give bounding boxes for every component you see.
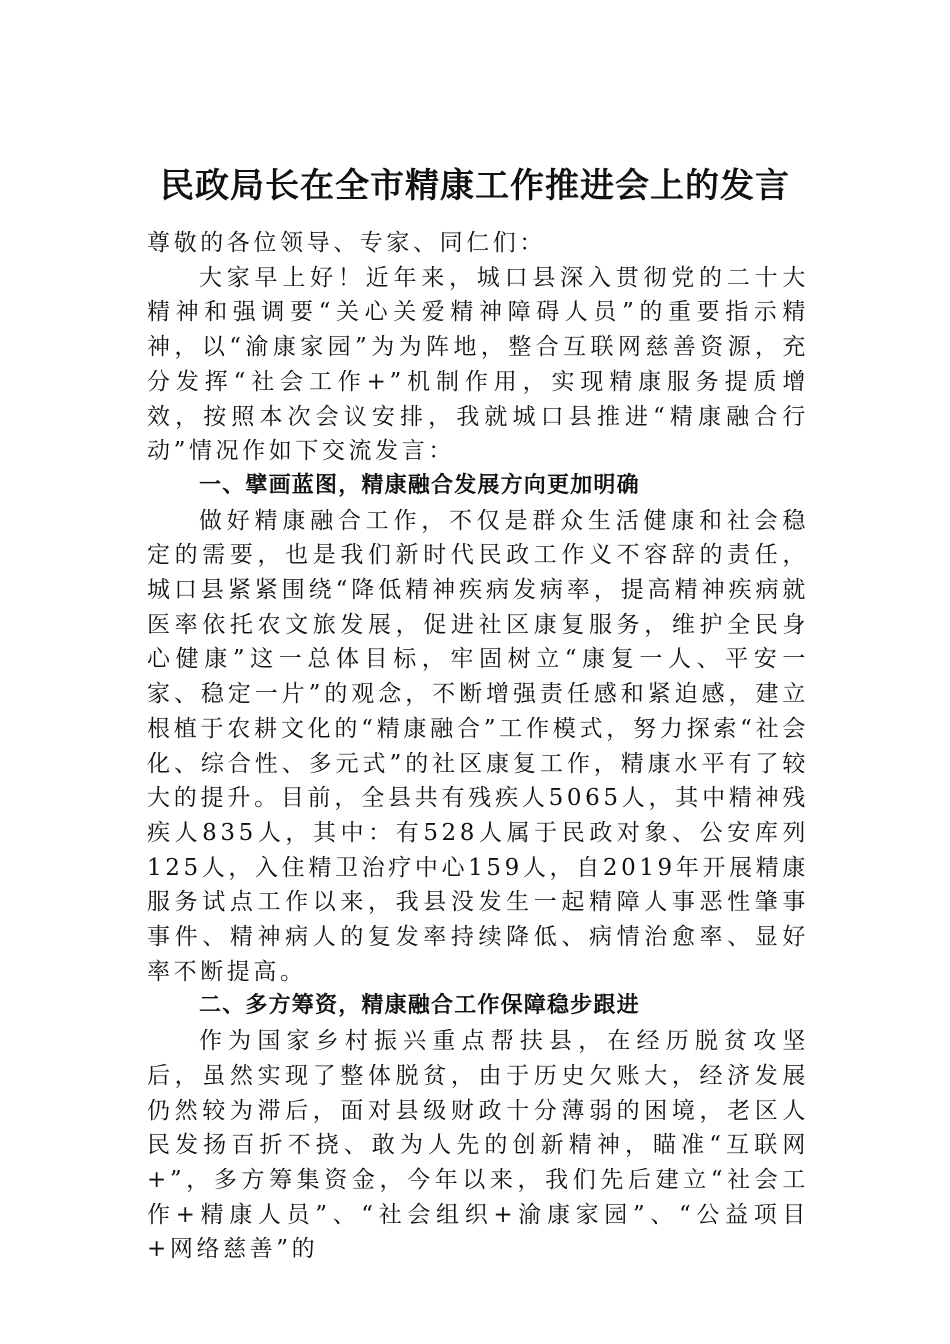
document-title: 民政局长在全市精康工作推进会上的发言 xyxy=(160,166,790,206)
section-heading-2: 二、多方筹资，精康融合工作保障稳步跟进 xyxy=(199,993,640,1019)
section-heading-1: 一、擘画蓝图，精康融合发展方向更加明确 xyxy=(199,472,640,498)
paragraph-intro: 大家早上好！近年来，城口县深入贯彻党的二十大精神和强调要“关心关爱精神障碍人员”的重要指示精神，以“渝康家园”为为阵地，整合互联网慈善资源，充分发挥“社会工作+”机制作用，实现精康服务提质增效，按照本次会议安排，我就城口县推进“精康融合行动”情况作如下交流发言： xyxy=(147,264,809,465)
paragraph-section-2: 作为国家乡村振兴重点帮扶县，在经历脱贫攻坚后，虽然实现了整体脱贫，由于历史欠账大，经济发展仍然较为滞后，面对县级财政十分薄弱的困境，老区人民发扬百折不挠、敢为人先的创新精神，瞄准“互联网+”，多方筹集资金，今年以来，我们先后建立“社会工作+精康人员”、“社会组织+渝康家园”、“公益项目+网络慈善”的 xyxy=(147,1028,809,1263)
salutation: 尊敬的各位领导、专家、同仁们： xyxy=(147,230,546,256)
document-body xyxy=(147,226,809,1267)
paragraph-section-1: 做好精康融合工作，不仅是群众生活健康和社会稳定的需要，也是我们新时代民政工作义不容辞的责任，城口县紧紧围绕“降低精神疾病发病率，提高精神疾病就医率依托农文旅发展，促进社区康复服务，维护全民身心健康”这一总体目标，牢固树立“康复一人、平安一家、稳定一片”的观念，不断增强责任感和紧迫感，建立根植于农耕文化的“精康融合”工作模式，努力探索“社会化、综合性、多元式”的社区康复工作，精康水平有了较大的提升。目前，全县共有残疾人5065人，其中精神残疾人835人，其中：有528人属于民政对象、公安库列125人，入住精卫治疗中心159人，自2019年开展精康服务试点工作以来，我县没发生一起精障人事恶性肇事事件、精神病人的复发率持续降低、病情治愈率、显好率不断提高。 xyxy=(147,507,809,985)
